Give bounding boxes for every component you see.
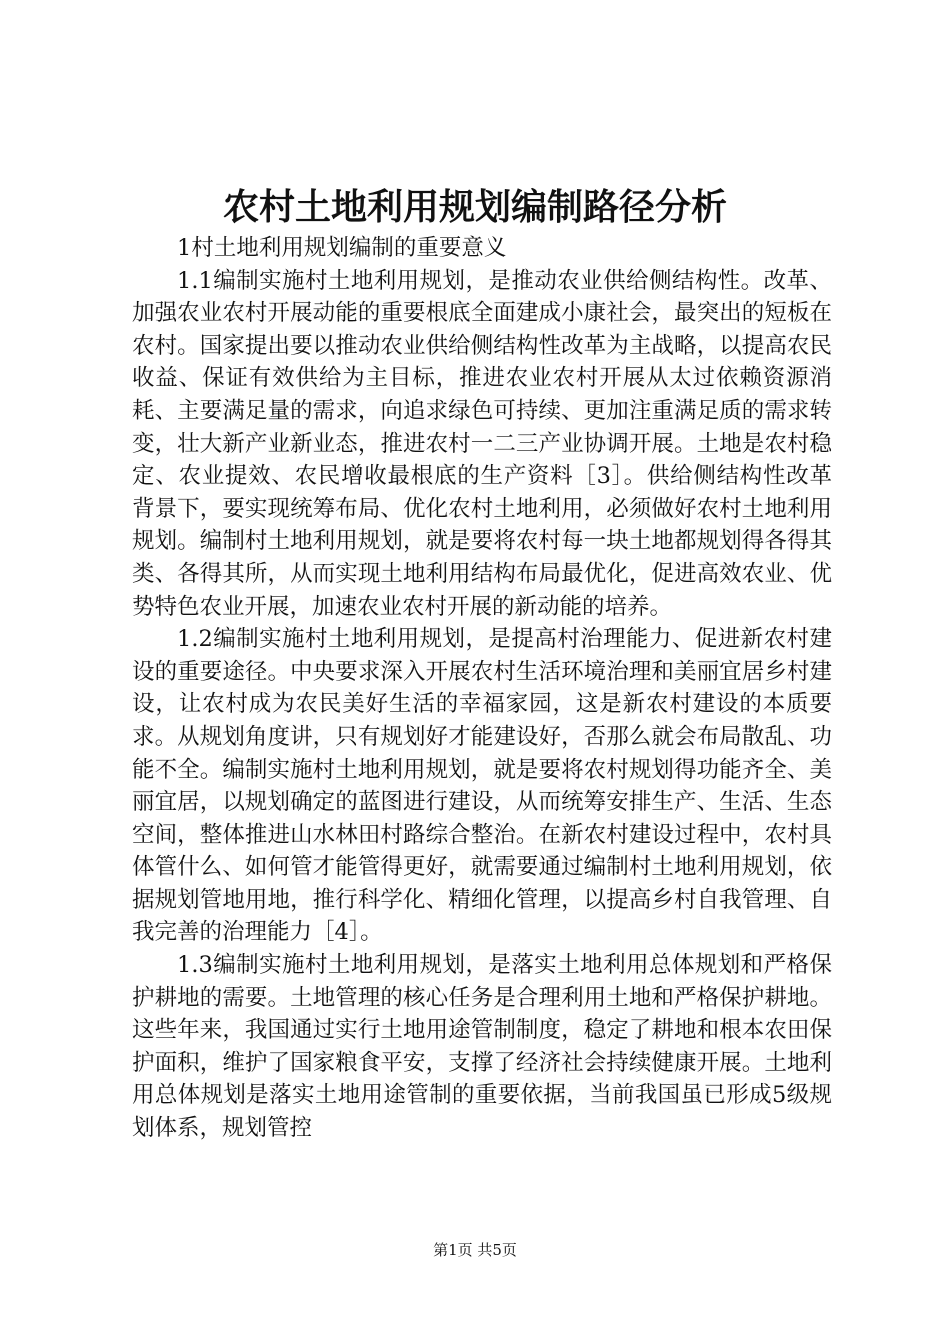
paragraph-1-3: 1.3编制实施村土地利用规划，是落实土地利用总体规划和严格保护耕地的需要。土地管理的核心任务是合理利用土地和严格保护耕地。这些年来，我国通过实行土地用途管制制度，稳定了耕地和根本农田保护面积，维护了国家粮食平安，支撑了经济社会持续健康开展。土地利用总体规划是落实土地用途管制的重要依据，当前我国虽已形成5级规划体系，规划管控 — [132, 952, 832, 1142]
document-title: 农村土地利用规划编制路径分析 — [222, 187, 727, 228]
page-number-footer: 第1页 共5页 — [433, 1241, 517, 1259]
document-body — [132, 232, 832, 1145]
paragraph-1-1: 1.1编制实施村土地利用规划，是推动农业供给侧结构性。改革、加强农业农村开展动能的重要根底全面建成小康社会，最突出的短板在农村。国家提出要以推动农业供给侧结构性改革为主战略，以提高农民收益、保证有效供给为主目标，推进农业农村开展从太过依赖资源消耗、主要满足量的需求，向追求绿色可持续、更加注重满足质的需求转变，壮大新产业新业态，推进农村一二三产业协调开展。土地是农村稳定、农业提效、农民增收最根底的生产资料［3］。供给侧结构性改革背景下，要实现统筹布局、优化农村土地利用，必须做好农村土地利用规划。编制村土地利用规划，就是要将农村每一块土地都规划得各得其类、各得其所，从而实现土地利用结构布局最优化，促进高效农业、优势特色农业开展，加速农业农村开展的新动能的培养。 — [132, 267, 832, 620]
paragraph-1-2: 1.2编制实施村土地利用规划，是提高村治理能力、促进新农村建设的重要途径。中央要求深入开展农村生活环境治理和美丽宜居乡村建设，让农村成为农民美好生活的幸福家园，这是新农村建设的本质要求。从规划角度讲，只有规划好才能建设好，否那么就会布局散乱、功能不全。编制实施村土地利用规划，就是要将农村规划得功能齐全、美丽宜居，以规划确定的蓝图进行建设，从而统筹安排生产、生活、生态空间，整体推进山水林田村路综合整治。在新农村建设过程中，农村具体管什么、如何管才能管得更好，就需要通过编制村土地利用规划，依据规划管地用地，推行科学化、精细化管理，以提高乡村自我管理、自我完善的治理能力［4］。 — [132, 626, 832, 946]
section-heading: 1村土地利用规划编制的重要意义 — [177, 235, 507, 261]
